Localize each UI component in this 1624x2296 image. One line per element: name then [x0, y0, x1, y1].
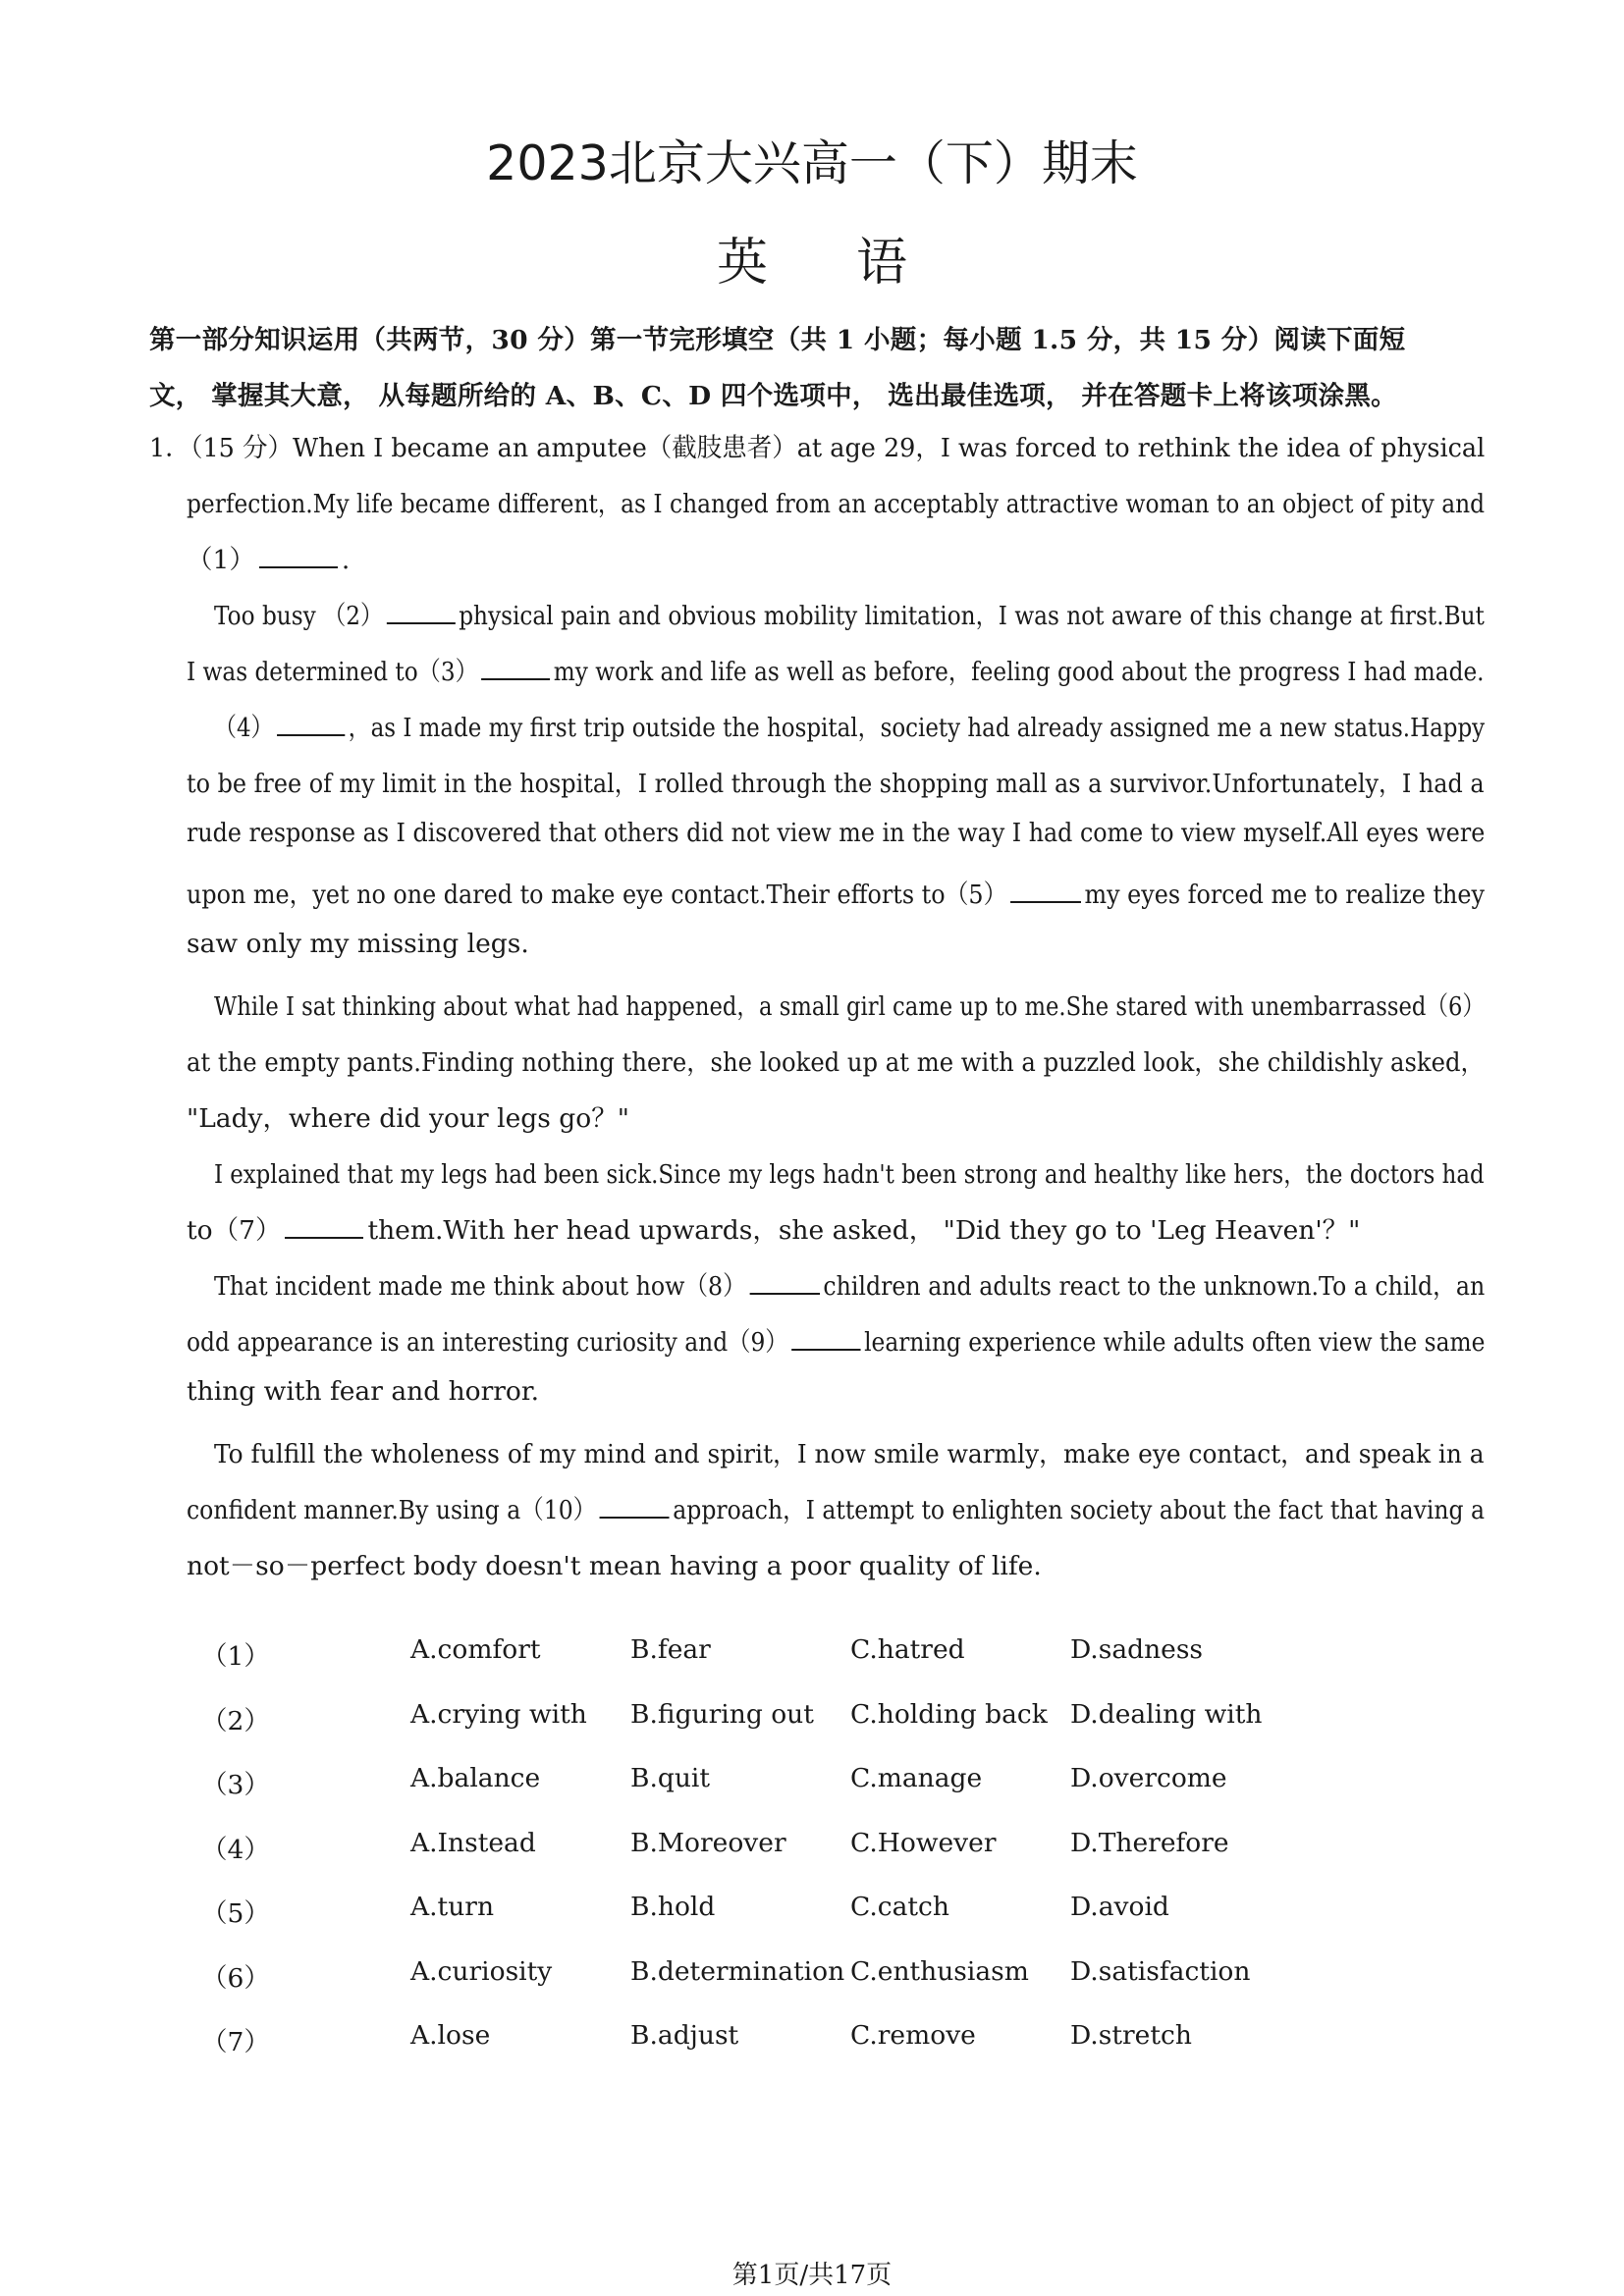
- passage-text: upon me，yet no one dared to make eye contact.Their efforts to（5）: [187, 880, 1007, 910]
- option-a: A.balance: [410, 1763, 541, 1793]
- passage-line: [214, 1264, 1485, 1303]
- option-d: D.dealing with: [1070, 1699, 1263, 1730]
- passage-text: children and adults react to the unknown.To a child，an: [823, 1271, 1486, 1302]
- option-row: [0, 2020, 1624, 2059]
- option-a: A.lose: [410, 2020, 491, 2051]
- passage-line: at the empty pants.Finding nothing there，she looked up at me with a puzzled look，she childishly asked，: [187, 1047, 1485, 1078]
- passage-line: "Lady，where did your legs go？": [187, 1103, 629, 1134]
- passage-text: to（7）: [187, 1215, 282, 1246]
- passage-line: [187, 1320, 1485, 1359]
- question-number: （2）: [201, 1706, 270, 1736]
- passage-line: not－so－perfect body doesn't mean having a poor quality of life.: [187, 1551, 1042, 1581]
- passage-text: physical pain and obvious mobility limitation，I was not aware of this change at first.But: [459, 601, 1485, 631]
- option-b: B.adjust: [630, 2020, 739, 2051]
- option-a: A.curiosity: [410, 1956, 553, 1987]
- question-number: （5）: [201, 1898, 270, 1929]
- option-b: B.quit: [630, 1763, 711, 1793]
- passage-line: [187, 650, 1485, 688]
- passage-line: [214, 706, 1485, 744]
- option-a: A.comfort: [410, 1634, 541, 1665]
- passage-text: I was determined to（3）: [187, 657, 478, 687]
- option-row: [0, 1892, 1624, 1931]
- passage-line: [214, 594, 1485, 632]
- passage-line: [187, 538, 350, 576]
- answer-blank-9: [791, 1323, 860, 1351]
- option-a: A.Instead: [410, 1828, 536, 1858]
- option-row: [0, 1634, 1624, 1674]
- answer-blank-8: [749, 1267, 819, 1295]
- option-b: B.Moreover: [630, 1828, 786, 1858]
- blank-number: （1）: [187, 545, 255, 575]
- answer-blank-4: [277, 709, 345, 736]
- option-b: B.fear: [630, 1634, 711, 1665]
- answer-blank-5: [1010, 876, 1081, 903]
- passage-text: That incident made me think about how（8）: [214, 1271, 746, 1302]
- passage-line: 1．（15 分）When I became an amputee（截肢患者）at age 29，I was forced to rethink the idea of physical: [149, 433, 1486, 463]
- option-c: C.manage: [850, 1763, 983, 1793]
- question-number: （7）: [201, 2027, 270, 2057]
- question-number: （1）: [201, 1641, 270, 1672]
- option-d: D.stretch: [1070, 2020, 1192, 2051]
- option-row: [0, 1956, 1624, 1996]
- passage-text: confident manner.By using a（10）: [187, 1495, 597, 1525]
- answer-blank-1: [259, 541, 338, 568]
- answer-blank-3: [481, 653, 550, 680]
- page-title: 2023北京大兴高一（下）期末: [486, 135, 1138, 191]
- option-d: D.Therefore: [1070, 1828, 1229, 1858]
- option-a: A.crying with: [410, 1699, 587, 1730]
- passage-text: my eyes forced me to realize they: [1084, 880, 1485, 910]
- option-d: D.avoid: [1070, 1892, 1169, 1922]
- passage-line: [187, 1488, 1485, 1526]
- option-b: B.determination: [630, 1956, 845, 1987]
- passage-text: Too busy （2）: [214, 601, 384, 631]
- subject-title: 英语: [716, 234, 996, 293]
- passage-line: saw only my missing legs.: [187, 929, 529, 959]
- passage-text: （4）: [214, 713, 274, 743]
- passage-text: approach，I attempt to enlighten society about the fact that having a: [673, 1495, 1486, 1525]
- option-c: C.holding back: [850, 1699, 1048, 1730]
- option-c: C.enthusiasm: [850, 1956, 1029, 1987]
- passage-line: thing with fear and horror.: [187, 1376, 540, 1407]
- option-c: C.hatred: [850, 1634, 965, 1665]
- question-number: （4）: [201, 1835, 270, 1865]
- passage-text: .: [341, 545, 351, 575]
- page-footer: 第1页/共17页: [731, 2261, 893, 2290]
- passage-line: to be free of my limit in the hospital，I rolled through the shopping mall as a survivor.Unfortunately，I had a: [187, 769, 1485, 799]
- section-instructions: [149, 312, 1485, 424]
- answer-blank-10: [600, 1491, 670, 1519]
- option-d: D.overcome: [1070, 1763, 1227, 1793]
- answer-blank-7: [285, 1211, 363, 1239]
- passage-line: rude response as I discovered that others did not view me in the way I had come to view myself.All eyes were: [187, 818, 1486, 848]
- instructions-line-1: 第一部分知识运用（共两节，30 分）第一节完形填空（共 1 小题；每小题 1.5 分，共 15 分）阅读下面短: [149, 325, 1406, 355]
- option-d: D.satisfaction: [1070, 1956, 1251, 1987]
- passage-line: To fulfill the wholeness of my mind and spirit，I now smile warmly，make eye contact，and speak in a: [214, 1439, 1485, 1469]
- passage-text: my work and life as well as before，feeling good about the progress I had made.: [553, 657, 1485, 687]
- passage-line: I explained that my legs had been sick.Since my legs hadn't been strong and healthy like hers，the doctors had: [214, 1159, 1485, 1190]
- passage-text: odd appearance is an interesting curiosity and（9）: [187, 1327, 788, 1358]
- passage-line: perfection.My life became different，as I changed from an acceptably attractive woman to an object of pity and: [187, 489, 1486, 519]
- instructions-line-2: 文， 掌握其大意， 从每题所给的 A、B、C、D 四个选项中， 选出最佳选项， 并在答题卡上将该项涂黑。: [149, 381, 1397, 411]
- option-row: [0, 1828, 1624, 1867]
- passage-line: While I sat thinking about what had happened，a small girl came up to me.She stared with unembarrassed（6）: [214, 991, 1486, 1022]
- passage-line: [187, 873, 1485, 911]
- question-number: （3）: [201, 1770, 270, 1800]
- passage-text: learning experience while adults often view the same: [864, 1327, 1486, 1358]
- option-b: B.hold: [630, 1892, 716, 1922]
- option-row: [0, 1699, 1624, 1738]
- passage-text: them.With her head upwards，she asked， "Did they go to 'Leg Heaven'？": [367, 1215, 1361, 1246]
- option-a: A.turn: [410, 1892, 495, 1922]
- option-c: C.catch: [850, 1892, 949, 1922]
- answer-blank-2: [387, 597, 456, 624]
- option-c: C.However: [850, 1828, 997, 1858]
- passage-text: ，as I made my first trip outside the hospital，society had already assigned me a new status.Happy: [348, 713, 1486, 743]
- option-b: B.figuring out: [630, 1699, 814, 1730]
- option-c: C.remove: [850, 2020, 976, 2051]
- option-row: [0, 1763, 1624, 1802]
- option-d: D.sadness: [1070, 1634, 1204, 1665]
- passage-line: [187, 1208, 1360, 1247]
- question-number: （6）: [201, 1963, 270, 1994]
